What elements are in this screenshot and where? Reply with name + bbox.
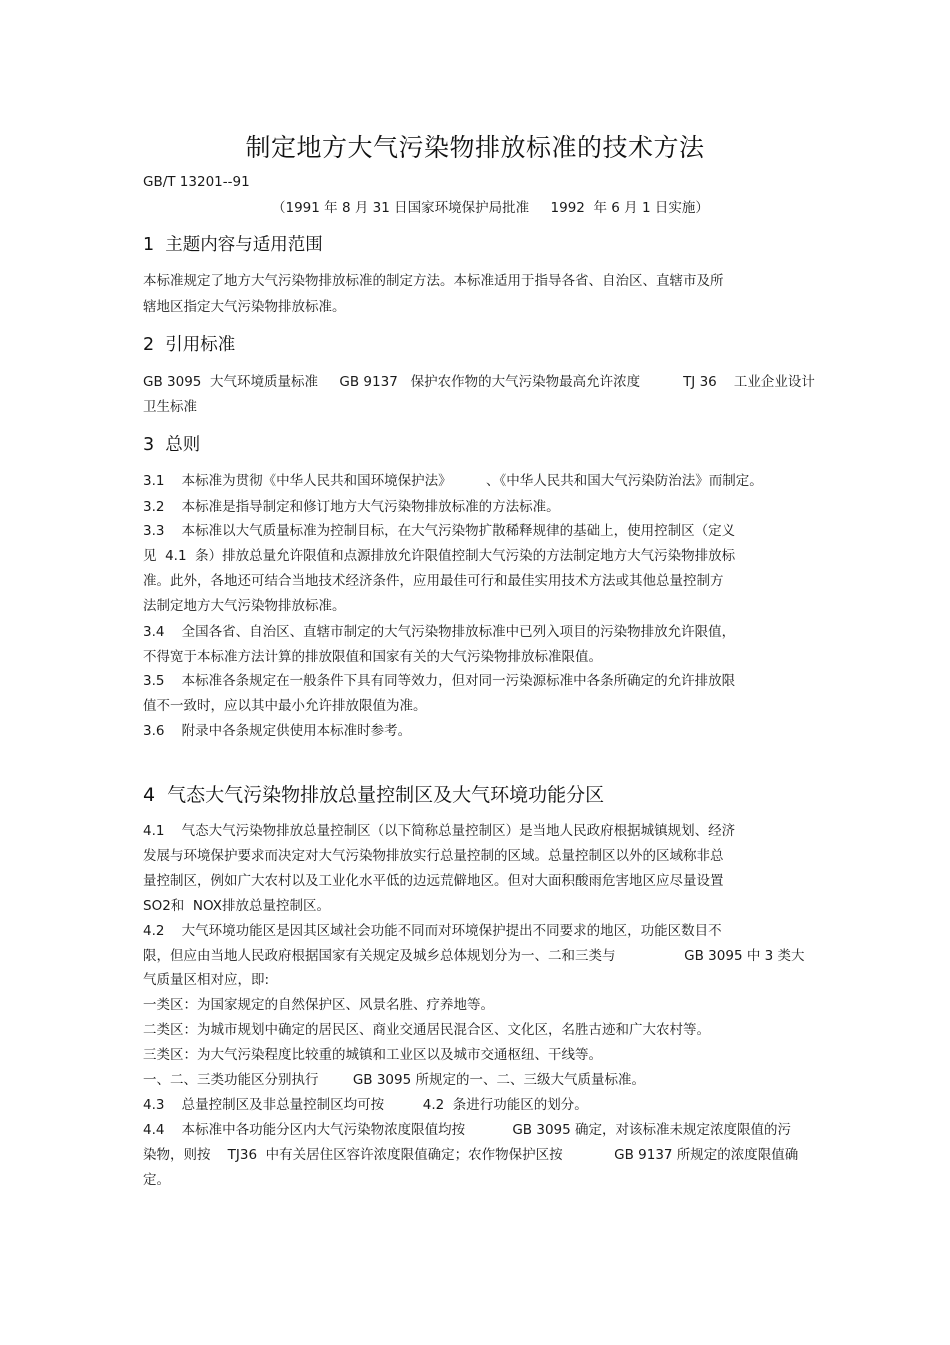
section-3-line: 3.1 本标准为贯彻《中华人民共和国环境保护法》 、《中华人民共和国大气污染防治法》而制定。 xyxy=(143,473,763,489)
section-4-line: 二类区：为城市规划中确定的居民区、商业交通居民混合区、文化区，名胜古迹和广大农村等。 xyxy=(143,1022,710,1038)
section-2-line: GB 3095 大气环境质量标准 GB 9137 保护农作物的大气污染物最高允许浓度 TJ 36 工业企业设计 xyxy=(143,374,815,390)
section-3-line: 见 4.1 条）排放总量允许限值和点源排放允许限值控制大气污染的方法制定地方大气污染物排放标 xyxy=(143,548,736,564)
section-3-line: 不得宽于本标准方法计算的排放限值和国家有关的大气污染物排放标准限值。 xyxy=(143,649,602,665)
section-4-line: 4.3 总量控制区及非总量控制区均可按 4.2 条进行功能区的划分。 xyxy=(143,1097,588,1113)
section-3-line: 准。此外，各地还可结合当地技术经济条件，应用最佳可行和最佳实用技术方法或其他总量控制方 xyxy=(143,573,724,589)
section-1-line: 本标准规定了地方大气污染物排放标准的制定方法。本标准适用于指导各省、自治区、直辖市及所 xyxy=(143,273,724,289)
standard-code: GB/T 13201--91 xyxy=(143,174,250,190)
section-2-line: 卫生标准 xyxy=(143,399,197,415)
section-4-line: 一、二、三类功能区分别执行 GB 3095 所规定的一、二、三级大气质量标准。 xyxy=(143,1072,645,1088)
section-2-heading: 2 引用标准 xyxy=(143,335,236,355)
section-1-heading: 1 主题内容与适用范围 xyxy=(143,235,323,255)
section-4-line: 限，但应由当地人民政府根据国家有关规定及城乡总体规划分为一、二和三类与 GB 3095 中 3 类大 xyxy=(143,948,805,964)
section-4-line: 染物，则按 TJ36 中有关居住区容许浓度限值确定；农作物保护区按 GB 9137 所规定的浓度限值确 xyxy=(143,1147,799,1163)
section-1-line: 辖地区指定大气污染物排放标准。 xyxy=(143,299,346,315)
section-3-line: 值不一致时，应以其中最小允许排放限值为准。 xyxy=(143,698,427,714)
section-4-line: 气质量区相对应，即: xyxy=(143,972,270,988)
section-3-line: 3.3 本标准以大气质量标准为控制目标，在大气污染物扩散稀释规律的基础上，使用控制区（定义 xyxy=(143,523,736,539)
section-4-line: 4.4 本标准中各功能分区内大气污染物浓度限值均按 GB 3095 确定，对该标准未规定浓度限值的污 xyxy=(143,1122,791,1138)
section-3-heading: 3 总则 xyxy=(143,435,201,455)
approval-note: （1991 年 8 月 31 日国家环境保护局批准 1992 年 6 月 1 日实施） xyxy=(272,200,709,216)
section-3-line: 3.6 附录中各条规定供使用本标准时参考。 xyxy=(143,723,412,739)
section-4-line: SO2和 NOX排放总量控制区。 xyxy=(143,898,330,914)
section-3-line: 3.4 全国各省、自治区、直辖市制定的大气污染物排放标准中已列入项目的污染物排放允许限值， xyxy=(143,624,736,640)
section-4-line: 4.2 大气环境功能区是因其区域社会功能不同而对环境保护提出不同要求的地区，功能区数目不 xyxy=(143,923,722,939)
section-4-line: 一类区：为国家规定的自然保护区、风景名胜、疗养地等。 xyxy=(143,997,494,1013)
section-4-heading: 4 气态大气污染物排放总量控制区及大气环境功能分区 xyxy=(143,784,605,806)
section-4-line: 4.1 气态大气污染物排放总量控制区（以下简称总量控制区）是当地人民政府根据城镇规划、经济 xyxy=(143,823,736,839)
section-3-line: 法制定地方大气污染物排放标准。 xyxy=(143,598,346,614)
section-4-line: 定。 xyxy=(143,1172,170,1188)
section-4-line: 量控制区，例如广大农村以及工业化水平低的边远荒僻地区。但对大面积酸雨危害地区应尽量设置 xyxy=(143,873,724,889)
section-4-line: 三类区：为大气污染程度比较重的城镇和工业区以及城市交通枢纽、干线等。 xyxy=(143,1047,602,1063)
document-title: 制定地方大气污染物排放标准的技术方法 xyxy=(245,133,705,162)
section-3-line: 3.5 本标准各条规定在一般条件下具有同等效力，但对同一污染源标准中各条所确定的允许排放限 xyxy=(143,673,736,689)
section-3-line: 3.2 本标准是指导制定和修订地方大气污染物排放标准的方法标准。 xyxy=(143,499,560,515)
section-4-line: 发展与环境保护要求而决定对大气污染物排放实行总量控制的区域。总量控制区以外的区域称非总 xyxy=(143,848,724,864)
